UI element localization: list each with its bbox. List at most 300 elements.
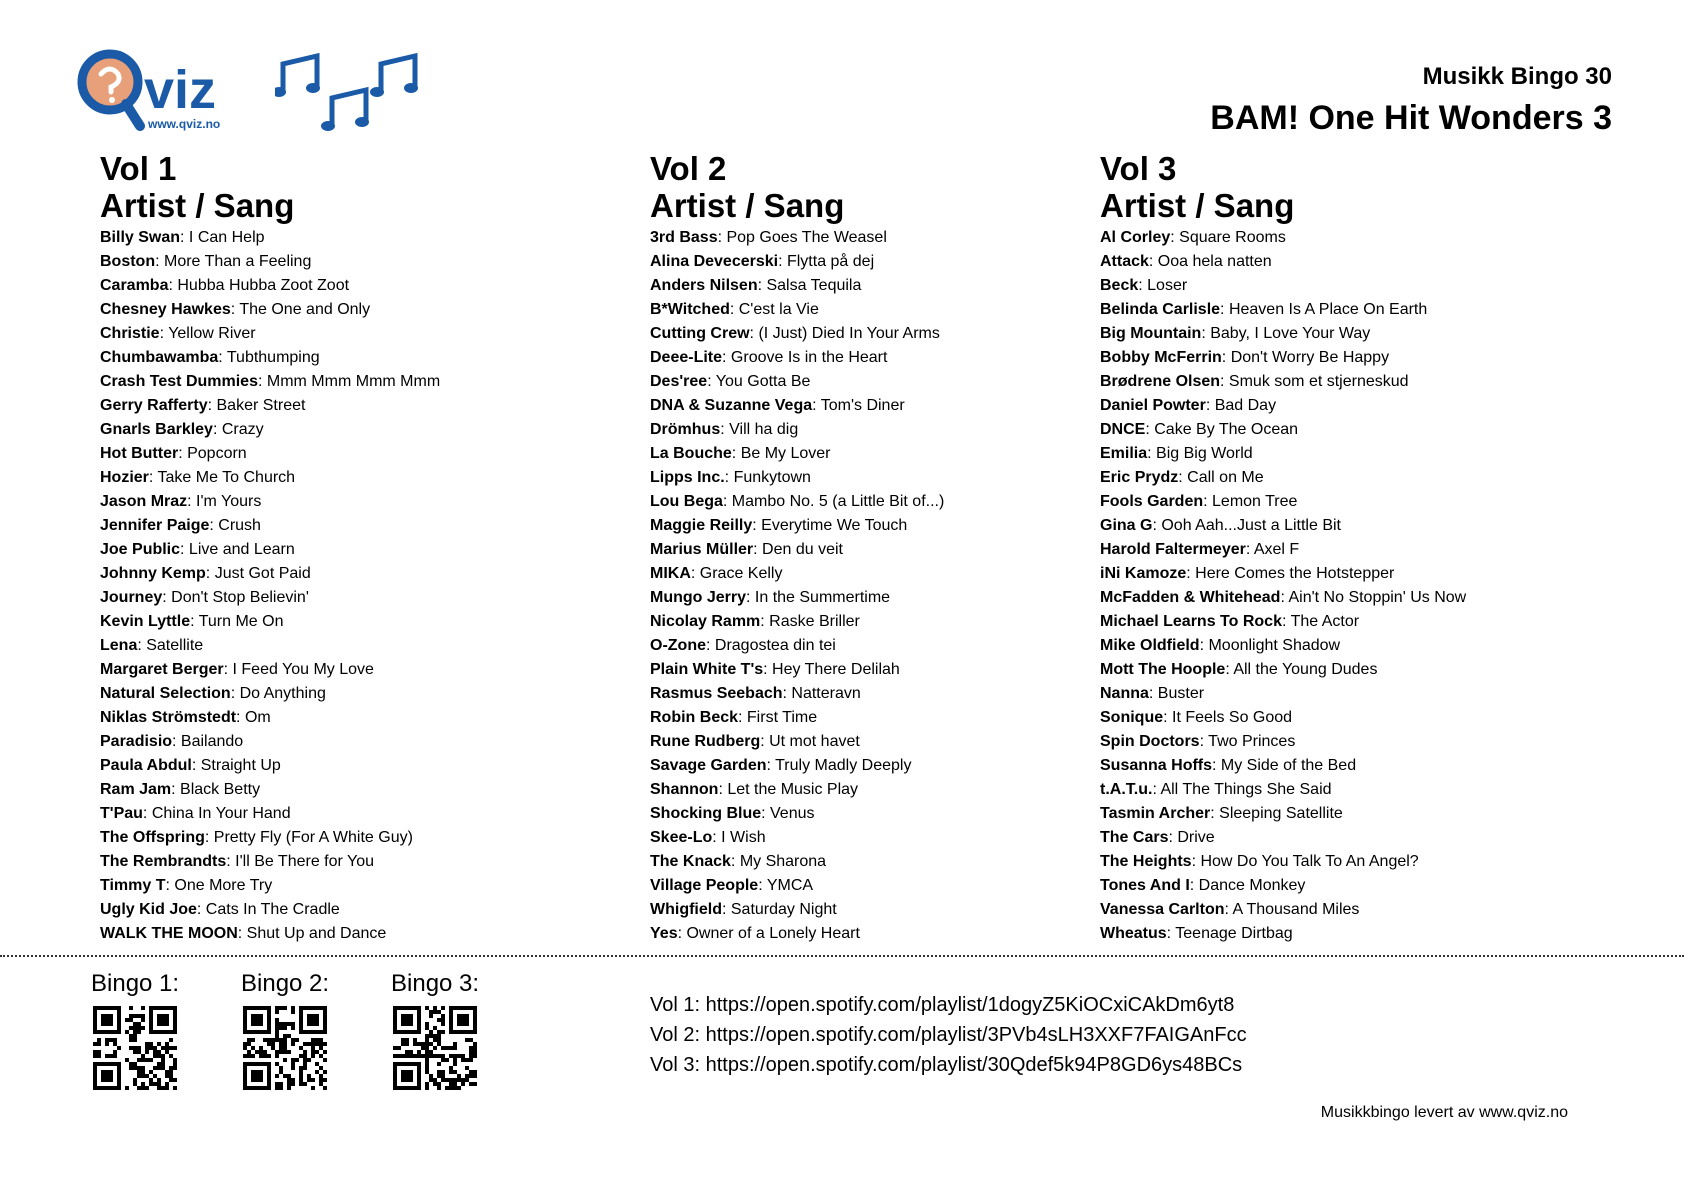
list-item: Gina G: Ooh Aah...Just a Little Bit xyxy=(1100,517,1341,534)
song-title: All The Things She Said xyxy=(1160,781,1332,798)
list-item: Nicolay Ramm: Raske Briller xyxy=(650,613,860,630)
playlist-link-vol-2[interactable]: Vol 2: https://open.spotify.com/playlist/3PVb4sLH3XXF7FAIGAnFcc xyxy=(650,1024,1247,1046)
artist-name: Big Mountain xyxy=(1100,325,1202,342)
song-title: Crazy xyxy=(221,421,264,438)
artist-name: Natural Selection xyxy=(100,685,231,702)
song-title: Popcorn xyxy=(187,445,247,462)
list-item: Chumbawamba: Tubthumping xyxy=(100,349,320,366)
list-item: Brødrene Olsen: Smuk som et stjerneskud xyxy=(1100,373,1409,390)
artist-name: Lena xyxy=(100,637,138,654)
list-item: Al Corley: Square Rooms xyxy=(1100,229,1286,246)
list-item: O-Zone: Dragostea din tei xyxy=(650,637,836,654)
list-item: Yes: Owner of a Lonely Heart xyxy=(650,925,860,942)
list-item: Hozier: Take Me To Church xyxy=(100,469,296,486)
list-item: Deee-Lite: Groove Is in the Heart xyxy=(650,349,888,366)
artist-name: Harold Faltermeyer xyxy=(1100,541,1246,558)
list-item: Kevin Lyttle: Turn Me On xyxy=(100,613,284,630)
bingo-label: Bingo 1: xyxy=(91,970,180,997)
song-title: Cake By The Ocean xyxy=(1154,421,1299,438)
list-item: Bobby McFerrin: Don't Worry Be Happy xyxy=(1100,349,1390,366)
vol-title: Vol 3 xyxy=(1100,150,1177,187)
artist-name: Shocking Blue xyxy=(650,805,762,822)
artist-name: Lipps Inc. xyxy=(650,469,725,486)
artist-name: Ram Jam xyxy=(100,781,172,798)
artist-name: Eric Prydz xyxy=(1100,469,1179,486)
artist-name: Paula Abdul xyxy=(100,757,192,774)
list-item: Boston: More Than a Feeling xyxy=(100,253,312,270)
list-item: Mike Oldfield: Moonlight Shadow xyxy=(1100,637,1341,654)
list-item: The Heights: How Do You Talk To An Angel? xyxy=(1100,853,1419,870)
song-title: Heaven Is A Place On Earth xyxy=(1228,301,1428,318)
artist-name: Drömhus xyxy=(650,421,721,438)
list-item: Sonique: It Feels So Good xyxy=(1100,709,1293,726)
playlist-link-vol-3[interactable]: Vol 3: https://open.spotify.com/playlist/30Qdef5k94P8GD6ys48BCs xyxy=(650,1054,1243,1076)
song-title: Grace Kelly xyxy=(699,565,783,582)
song-title: In the Summertime xyxy=(754,589,891,606)
artist-name: Sonique xyxy=(1100,709,1164,726)
artist-name: Ugly Kid Joe xyxy=(100,901,197,918)
list-item: Hot Butter: Popcorn xyxy=(100,445,247,462)
artist-name: Jason Mraz xyxy=(100,493,188,510)
artist-name: Deee-Lite xyxy=(650,349,723,366)
song-title: Teenage Dirtbag xyxy=(1175,925,1293,942)
list-item: Belinda Carlisle: Heaven Is A Place On Earth xyxy=(1100,301,1428,318)
list-item: The Offspring: Pretty Fly (For A White Guy) xyxy=(100,829,413,846)
qr-code-icon[interactable] xyxy=(243,1006,327,1090)
song-title: All the Young Dudes xyxy=(1233,661,1378,678)
song-title: Turn Me On xyxy=(198,613,284,630)
artist-name: Bobby McFerrin xyxy=(1100,349,1222,366)
list-item: Johnny Kemp: Just Got Paid xyxy=(100,565,311,582)
artist-name: The Offspring xyxy=(100,829,205,846)
artist-name: Village People xyxy=(650,877,759,894)
artist-name: Rasmus Seebach xyxy=(650,685,783,702)
artist-name: Johnny Kemp xyxy=(100,565,206,582)
song-title: Hey There Delilah xyxy=(772,661,900,678)
song-title: YMCA xyxy=(766,877,814,894)
artist-name: Paradisio xyxy=(100,733,173,750)
artist-name: Cutting Crew xyxy=(650,325,750,342)
list-item: Rune Rudberg: Ut mot havet xyxy=(650,733,860,750)
song-title: Do Anything xyxy=(239,685,326,702)
artist-name: MIKA xyxy=(650,565,691,582)
list-item: Shannon: Let the Music Play xyxy=(650,781,859,798)
song-title: Baby, I Love Your Way xyxy=(1210,325,1371,342)
artist-name: Nicolay Ramm xyxy=(650,613,761,630)
list-item: Cutting Crew: (I Just) Died In Your Arms xyxy=(650,325,940,342)
list-item: Journey: Don't Stop Believin' xyxy=(100,589,309,606)
artist-name: Chesney Hawkes xyxy=(100,301,231,318)
list-item: Jennifer Paige: Crush xyxy=(100,517,261,534)
column-heading: Artist / Sang xyxy=(100,187,295,224)
bingo-2 xyxy=(241,970,329,1095)
list-item: Margaret Berger: I Feed You My Love xyxy=(100,661,374,678)
artist-name: McFadden & Whitehead xyxy=(1100,589,1281,606)
artist-name: Tones And I xyxy=(1100,877,1190,894)
artist-name: Billy Swan xyxy=(100,229,181,246)
song-title: How Do You Talk To An Angel? xyxy=(1200,853,1419,870)
artist-name: Lou Bega xyxy=(650,493,723,510)
artist-name: Yes xyxy=(650,925,678,942)
song-title: My Side of the Bed xyxy=(1220,757,1357,774)
vol-title: Vol 1 xyxy=(100,150,177,187)
song-title: Vill ha dig xyxy=(729,421,799,438)
list-item: La Bouche: Be My Lover xyxy=(650,445,831,462)
artist-name: Attack xyxy=(1100,253,1149,270)
list-item: Timmy T: One More Try xyxy=(100,877,273,894)
artist-name: Nanna xyxy=(1100,685,1149,702)
list-item: Tasmin Archer: Sleeping Satellite xyxy=(1100,805,1343,822)
artist-name: La Bouche xyxy=(650,445,732,462)
song-title: Moonlight Shadow xyxy=(1208,637,1341,654)
artist-name: Beck xyxy=(1100,277,1139,294)
subtitle: Musikk Bingo 30 xyxy=(1422,63,1612,90)
artist-name: Niklas Strömstedt xyxy=(100,709,237,726)
song-title: Shut Up and Dance xyxy=(246,925,387,942)
list-item: Vanessa Carlton: A Thousand Miles xyxy=(1100,901,1360,918)
list-item: Mungo Jerry: In the Summertime xyxy=(650,589,891,606)
list-item: Marius Müller: Den du veit xyxy=(650,541,843,558)
list-item: Emilia: Big Big World xyxy=(1100,445,1253,462)
svg-text:viz: viz xyxy=(144,60,217,120)
artist-name: Timmy T xyxy=(100,877,166,894)
artist-name: Chumbawamba xyxy=(100,349,219,366)
song-title: Truly Madly Deeply xyxy=(775,757,912,774)
artist-name: Gerry Rafferty xyxy=(100,397,208,414)
list-item: Crash Test Dummies: Mmm Mmm Mmm Mmm xyxy=(100,373,441,390)
artist-name: Emilia xyxy=(1100,445,1148,462)
song-title: Take Me To Church xyxy=(157,469,296,486)
list-item: Drömhus: Vill ha dig xyxy=(650,421,799,438)
song-title: I Wish xyxy=(721,829,766,846)
song-title: Bad Day xyxy=(1214,397,1277,414)
list-item: Mott The Hoople: All the Young Dudes xyxy=(1100,661,1378,678)
list-item: Daniel Powter: Bad Day xyxy=(1100,397,1277,414)
list-item: Michael Learns To Rock: The Actor xyxy=(1100,613,1360,630)
artist-name: 3rd Bass xyxy=(650,229,718,246)
song-title: More Than a Feeling xyxy=(164,253,312,270)
artist-name: T'Pau xyxy=(100,805,143,822)
artist-name: Skee-Lo xyxy=(650,829,713,846)
song-title: Ain't No Stoppin' Us Now xyxy=(1288,589,1467,606)
footer-credit: Musikkbingo levert av www.qviz.no xyxy=(1320,1104,1568,1121)
artist-name: Margaret Berger xyxy=(100,661,224,678)
song-title: Let the Music Play xyxy=(727,781,859,798)
artist-name: t.A.T.u. xyxy=(1100,781,1153,798)
song-title: Square Rooms xyxy=(1179,229,1286,246)
song-title: Straight Up xyxy=(200,757,281,774)
artist-name: Fools Garden xyxy=(1100,493,1204,510)
song-title: Drive xyxy=(1177,829,1215,846)
song-title: Owner of a Lonely Heart xyxy=(686,925,860,942)
list-item: Attack: Ooa hela natten xyxy=(1100,253,1272,270)
list-item: Village People: YMCA xyxy=(650,877,814,894)
artist-name: Mike Oldfield xyxy=(1100,637,1200,654)
song-title: Axel F xyxy=(1253,541,1300,558)
list-item: Spin Doctors: Two Princes xyxy=(1100,733,1296,750)
list-item: Beck: Loser xyxy=(1100,277,1188,294)
list-item: Christie: Yellow River xyxy=(100,325,256,342)
song-title: Yellow River xyxy=(168,325,256,342)
artist-name: Rune Rudberg xyxy=(650,733,761,750)
artist-name: Al Corley xyxy=(1100,229,1171,246)
artist-name: WALK THE MOON xyxy=(100,925,238,942)
list-item: Ram Jam: Black Betty xyxy=(100,781,261,798)
artist-name: Christie xyxy=(100,325,160,342)
song-title: Baker Street xyxy=(216,397,306,414)
column-vol-1 xyxy=(100,150,440,946)
song-title: China In Your Hand xyxy=(151,805,291,822)
list-item: Eric Prydz: Call on Me xyxy=(1100,469,1264,486)
song-title: Big Big World xyxy=(1156,445,1253,462)
list-item: Paula Abdul: Straight Up xyxy=(100,757,281,774)
list-item: Skee-Lo: I Wish xyxy=(650,829,766,846)
list-item: McFadden & Whitehead: Ain't No Stoppin' Us Now xyxy=(1100,589,1467,606)
list-item: Niklas Strömstedt: Om xyxy=(100,709,271,726)
song-title: Everytime We Touch xyxy=(761,517,908,534)
song-title: Be My Lover xyxy=(740,445,831,462)
list-item: B*Witched: C'est la Vie xyxy=(650,301,819,318)
artist-name: DNA & Suzanne Vega xyxy=(650,397,813,414)
page-title: BAM! One Hit Wonders 3 xyxy=(1210,99,1612,137)
qviz-logo xyxy=(74,46,244,142)
header xyxy=(1210,62,1612,140)
artist-name: Marius Müller xyxy=(650,541,754,558)
song-title: Loser xyxy=(1147,277,1188,294)
artist-name: Belinda Carlisle xyxy=(1100,301,1221,318)
song-title: My Sharona xyxy=(739,853,827,870)
column-vol-2 xyxy=(650,150,944,946)
list-item: The Knack: My Sharona xyxy=(650,853,827,870)
list-item: Shocking Blue: Venus xyxy=(650,805,815,822)
artist-name: Spin Doctors xyxy=(1100,733,1200,750)
artist-name: Hot Butter xyxy=(100,445,179,462)
artist-name: O-Zone xyxy=(650,637,706,654)
column-heading: Artist / Sang xyxy=(650,187,845,224)
song-title: Live and Learn xyxy=(188,541,295,558)
list-item: DNCE: Cake By The Ocean xyxy=(1100,421,1299,438)
song-title: Ooa hela natten xyxy=(1157,253,1272,270)
list-item: Gerry Rafferty: Baker Street xyxy=(100,397,306,414)
artist-name: Boston xyxy=(100,253,156,270)
dotted-divider xyxy=(0,955,1684,957)
song-title: The Actor xyxy=(1290,613,1360,630)
artist-name: DNCE xyxy=(1100,421,1146,438)
song-title: Satellite xyxy=(146,637,204,654)
song-title: Saturday Night xyxy=(730,901,837,918)
list-item: Whigfield: Saturday Night xyxy=(650,901,837,918)
song-title: Crush xyxy=(218,517,261,534)
list-item: Plain White T's: Hey There Delilah xyxy=(650,661,900,678)
song-title: Tubthumping xyxy=(226,349,320,366)
artist-name: Mungo Jerry xyxy=(650,589,747,606)
song-title: Here Comes the Hotstepper xyxy=(1195,565,1395,582)
list-item: Paradisio: Bailando xyxy=(100,733,244,750)
artist-name: Gnarls Barkley xyxy=(100,421,213,438)
song-title: Funkytown xyxy=(733,469,811,486)
svg-text:www.qviz.no: www.qviz.no xyxy=(148,117,221,131)
song-title: Call on Me xyxy=(1187,469,1264,486)
song-title: Black Betty xyxy=(180,781,261,798)
list-item: The Rembrandts: I'll Be There for You xyxy=(100,853,374,870)
artist-name: Kevin Lyttle xyxy=(100,613,191,630)
song-title: Don't Worry Be Happy xyxy=(1230,349,1390,366)
song-title: Raske Briller xyxy=(769,613,860,630)
list-item: Jason Mraz: I'm Yours xyxy=(100,493,262,510)
artist-name: Whigfield xyxy=(650,901,722,918)
song-title: Smuk som et stjerneskud xyxy=(1228,373,1409,390)
artist-name: Robin Beck xyxy=(650,709,739,726)
song-title: Ut mot havet xyxy=(769,733,860,750)
bingo-3 xyxy=(391,970,479,1095)
song-title: The One and Only xyxy=(239,301,371,318)
artist-name: Gina G xyxy=(1100,517,1153,534)
artist-name: Vanessa Carlton xyxy=(1100,901,1225,918)
song-title: Mmm Mmm Mmm Mmm xyxy=(266,373,441,390)
artist-name: Savage Garden xyxy=(650,757,767,774)
song-title: Bailando xyxy=(180,733,244,750)
list-item: Robin Beck: First Time xyxy=(650,709,818,726)
song-title: I Feed You My Love xyxy=(232,661,374,678)
song-title: Om xyxy=(244,709,271,726)
list-item: Ugly Kid Joe: Cats In The Cradle xyxy=(100,901,340,918)
list-item: Billy Swan: I Can Help xyxy=(100,229,265,246)
artist-name: Anders Nilsen xyxy=(650,277,758,294)
list-item: Nanna: Buster xyxy=(1100,685,1205,702)
song-title: Groove Is in the Heart xyxy=(730,349,888,366)
song-title: Cats In The Cradle xyxy=(205,901,340,918)
song-title: Buster xyxy=(1157,685,1205,702)
list-item: Caramba: Hubba Hubba Zoot Zoot xyxy=(100,277,350,294)
list-item: Anders Nilsen: Salsa Tequila xyxy=(650,277,862,294)
song-list xyxy=(1100,226,1466,946)
artist-name: B*Witched xyxy=(650,301,730,318)
list-item: Alina Devecerski: Flytta på dej xyxy=(650,253,875,270)
list-item: The Cars: Drive xyxy=(1100,829,1215,846)
list-item: WALK THE MOON: Shut Up and Dance xyxy=(100,925,387,942)
qr-code-icon[interactable] xyxy=(393,1006,477,1090)
artist-name: iNi Kamoze xyxy=(1100,565,1187,582)
song-title: Don't Stop Believin' xyxy=(171,589,309,606)
song-title: It Feels So Good xyxy=(1172,709,1293,726)
song-title: A Thousand Miles xyxy=(1232,901,1360,918)
list-item: Rasmus Seebach: Natteravn xyxy=(650,685,861,702)
artist-name: Crash Test Dummies xyxy=(100,373,258,390)
artist-name: Brødrene Olsen xyxy=(1100,373,1221,390)
list-item: T'Pau: China In Your Hand xyxy=(100,805,291,822)
artist-name: The Heights xyxy=(1100,853,1192,870)
artist-name: Susanna Hoffs xyxy=(1100,757,1213,774)
song-title: Mambo No. 5 (a Little Bit of...) xyxy=(731,493,945,510)
column-heading: Artist / Sang xyxy=(1100,187,1295,224)
column-vol-3 xyxy=(1100,150,1466,946)
song-title: Salsa Tequila xyxy=(766,277,862,294)
song-title: Hubba Hubba Zoot Zoot xyxy=(177,277,350,294)
song-title: Dance Monkey xyxy=(1198,877,1306,894)
list-item: Tones And I: Dance Monkey xyxy=(1100,877,1306,894)
list-item: Wheatus: Teenage Dirtbag xyxy=(1100,925,1293,942)
song-title: First Time xyxy=(746,709,818,726)
artist-name: Plain White T's xyxy=(650,661,764,678)
artist-name: Shannon xyxy=(650,781,719,798)
music-notes-icon xyxy=(275,46,455,146)
artist-name: Tasmin Archer xyxy=(1100,805,1211,822)
list-item: Gnarls Barkley: Crazy xyxy=(100,421,264,438)
song-title: Pretty Fly (For A White Guy) xyxy=(213,829,413,846)
artist-name: Caramba xyxy=(100,277,169,294)
song-title: I'll Be There for You xyxy=(235,853,374,870)
song-list xyxy=(100,226,440,946)
song-title: Two Princes xyxy=(1208,733,1296,750)
list-item: Harold Faltermeyer: Axel F xyxy=(1100,541,1300,558)
playlist-link-vol-1[interactable]: Vol 1: https://open.spotify.com/playlist/1dogyZ5KiOCxiCAkDm6yt8 xyxy=(650,994,1235,1016)
song-title: Ooh Aah...Just a Little Bit xyxy=(1161,517,1341,534)
artist-name: Mott The Hoople xyxy=(1100,661,1226,678)
list-item: MIKA: Grace Kelly xyxy=(650,565,783,582)
song-title: I Can Help xyxy=(188,229,265,246)
song-title: You Gotta Be xyxy=(715,373,811,390)
song-title: Sleeping Satellite xyxy=(1219,805,1343,822)
list-item: Susanna Hoffs: My Side of the Bed xyxy=(1100,757,1357,774)
song-title: C'est la Vie xyxy=(738,301,819,318)
artist-name: Alina Devecerski xyxy=(650,253,779,270)
bingo-1 xyxy=(91,970,179,1095)
list-item: Fools Garden: Lemon Tree xyxy=(1100,493,1298,510)
list-item: 3rd Bass: Pop Goes The Weasel xyxy=(650,229,887,246)
artist-name: Hozier xyxy=(100,469,149,486)
artist-name: Michael Learns To Rock xyxy=(1100,613,1282,630)
list-item: Lena: Satellite xyxy=(100,637,204,654)
list-item: Chesney Hawkes: The One and Only xyxy=(100,301,371,318)
song-title: Pop Goes The Weasel xyxy=(726,229,887,246)
song-title: I'm Yours xyxy=(196,493,262,510)
artist-name: Joe Public xyxy=(100,541,181,558)
artist-name: The Cars xyxy=(1100,829,1169,846)
playlist-links xyxy=(650,990,1247,1080)
list-item: Natural Selection: Do Anything xyxy=(100,685,326,702)
artist-name: The Knack xyxy=(650,853,731,870)
list-item: Maggie Reilly: Everytime We Touch xyxy=(650,517,908,534)
list-item: DNA & Suzanne Vega: Tom's Diner xyxy=(650,397,905,414)
list-item: Joe Public: Live and Learn xyxy=(100,541,295,558)
artist-name: Wheatus xyxy=(1100,925,1167,942)
song-title: Natteravn xyxy=(791,685,861,702)
song-title: Lemon Tree xyxy=(1212,493,1298,510)
list-item: Big Mountain: Baby, I Love Your Way xyxy=(1100,325,1371,342)
song-title: (I Just) Died In Your Arms xyxy=(758,325,940,342)
list-item: t.A.T.u.: All The Things She Said xyxy=(1100,781,1332,798)
artist-name: Maggie Reilly xyxy=(650,517,753,534)
song-title: Tom's Diner xyxy=(820,397,905,414)
bingo-label: Bingo 3: xyxy=(391,970,480,997)
list-item: Des'ree: You Gotta Be xyxy=(650,373,811,390)
qr-code-icon[interactable] xyxy=(93,1006,177,1090)
list-item: Lipps Inc.: Funkytown xyxy=(650,469,811,486)
artist-name: Jennifer Paige xyxy=(100,517,210,534)
vol-title: Vol 2 xyxy=(650,150,727,187)
song-title: Den du veit xyxy=(762,541,843,558)
song-list xyxy=(650,226,944,946)
list-item: iNi Kamoze: Here Comes the Hotstepper xyxy=(1100,565,1395,582)
song-title: Just Got Paid xyxy=(214,565,311,582)
list-item: Lou Bega: Mambo No. 5 (a Little Bit of...) xyxy=(650,493,945,510)
bingo-label: Bingo 2: xyxy=(241,970,330,997)
song-title: Venus xyxy=(770,805,815,822)
song-title: Dragostea din tei xyxy=(714,637,836,654)
list-item: Savage Garden: Truly Madly Deeply xyxy=(650,757,912,774)
artist-name: Journey xyxy=(100,589,163,606)
song-title: One More Try xyxy=(174,877,273,894)
